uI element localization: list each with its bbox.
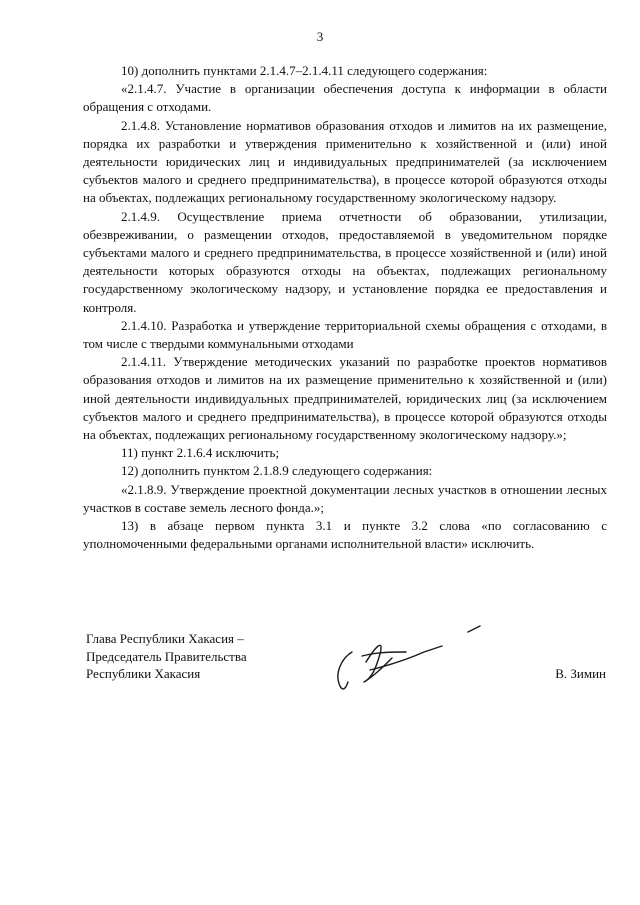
- paragraph-2-1-8-9: «2.1.8.9. Утверждение проектной документации лесных участков в отношении лесных участков в составе земель лесного фонда.»;: [83, 481, 607, 515]
- signatory-title: [86, 630, 247, 683]
- paragraph-2-1-4-9: 2.1.4.9. Осуществление приема отчетности об образовании, утилизации, обезвреживании, о размещении отходов, предоставляемой в уведомительном порядке субъектами малого и среднего предпринимательства, в процессе хозяйственной и (или) иной деятельности которых образуются отходы на объектах, подлежащих региональному государственному экологическому надзору, и установление порядка ее предоставления и контроля.: [83, 208, 607, 315]
- signatory-title-line: Глава Республики Хакасия –: [86, 631, 244, 646]
- handwritten-signature: [326, 618, 496, 698]
- paragraph-2-1-4-7: «2.1.4.7. Участие в организации обеспечения доступа к информации в области обращения с отходами.: [83, 81, 607, 115]
- document-body: [83, 62, 607, 553]
- paragraph-amendment-12: 12) дополнить пунктом 2.1.8.9 следующего содержания:: [121, 463, 433, 479]
- paragraph-amendment-13: 13) в абзаце первом пункта 3.1 и пункте 3.2 слова «по согласованию с уполномоченными федеральными органами исполнительной власти» исключить.: [83, 518, 607, 552]
- signatory-title-line: Республики Хакасия: [86, 666, 201, 681]
- paragraph-amendment-10: 10) дополнить пунктами 2.1.4.7–2.1.4.11 следующего содержания:: [121, 63, 488, 78]
- signatory-name: В. Зимин: [555, 666, 606, 681]
- page-number: 3: [316, 29, 324, 44]
- paragraph-2-1-4-8: 2.1.4.8. Установление нормативов образования отходов и лимитов на их размещение, порядка их разработки и утверждения применительно к хозяйственной и (или) иной деятельности юридических лиц и индивидуальных предпринимателей (за исключением субъектов малого и среднего предпринимательства), в процессе которой образуются отходы на объектах, подлежащих региональному государственному экологическому надзору.: [83, 117, 607, 206]
- paragraph-2-1-4-11: 2.1.4.11. Утверждение методических указаний по разработке проектов нормативов образования отходов и лимитов на их размещение применительно к хозяйственной и (или) иной деятельности индивидуальных предпринимателей, юридических лиц (за исключением субъектов малого и среднего предпринимательства), в процессе которой образуются отходы на объектах, подлежащих региональному государственному экологическому надзору.»;: [83, 354, 607, 443]
- signatory-title-line: Председатель Правительства: [86, 648, 247, 664]
- paragraph-amendment-11: 11) пункт 2.1.6.4 исключить;: [121, 445, 280, 461]
- paragraph-2-1-4-10: 2.1.4.10. Разработка и утверждение территориальной схемы обращения с отходами, в том числе с твердыми коммунальными отходами: [83, 317, 607, 352]
